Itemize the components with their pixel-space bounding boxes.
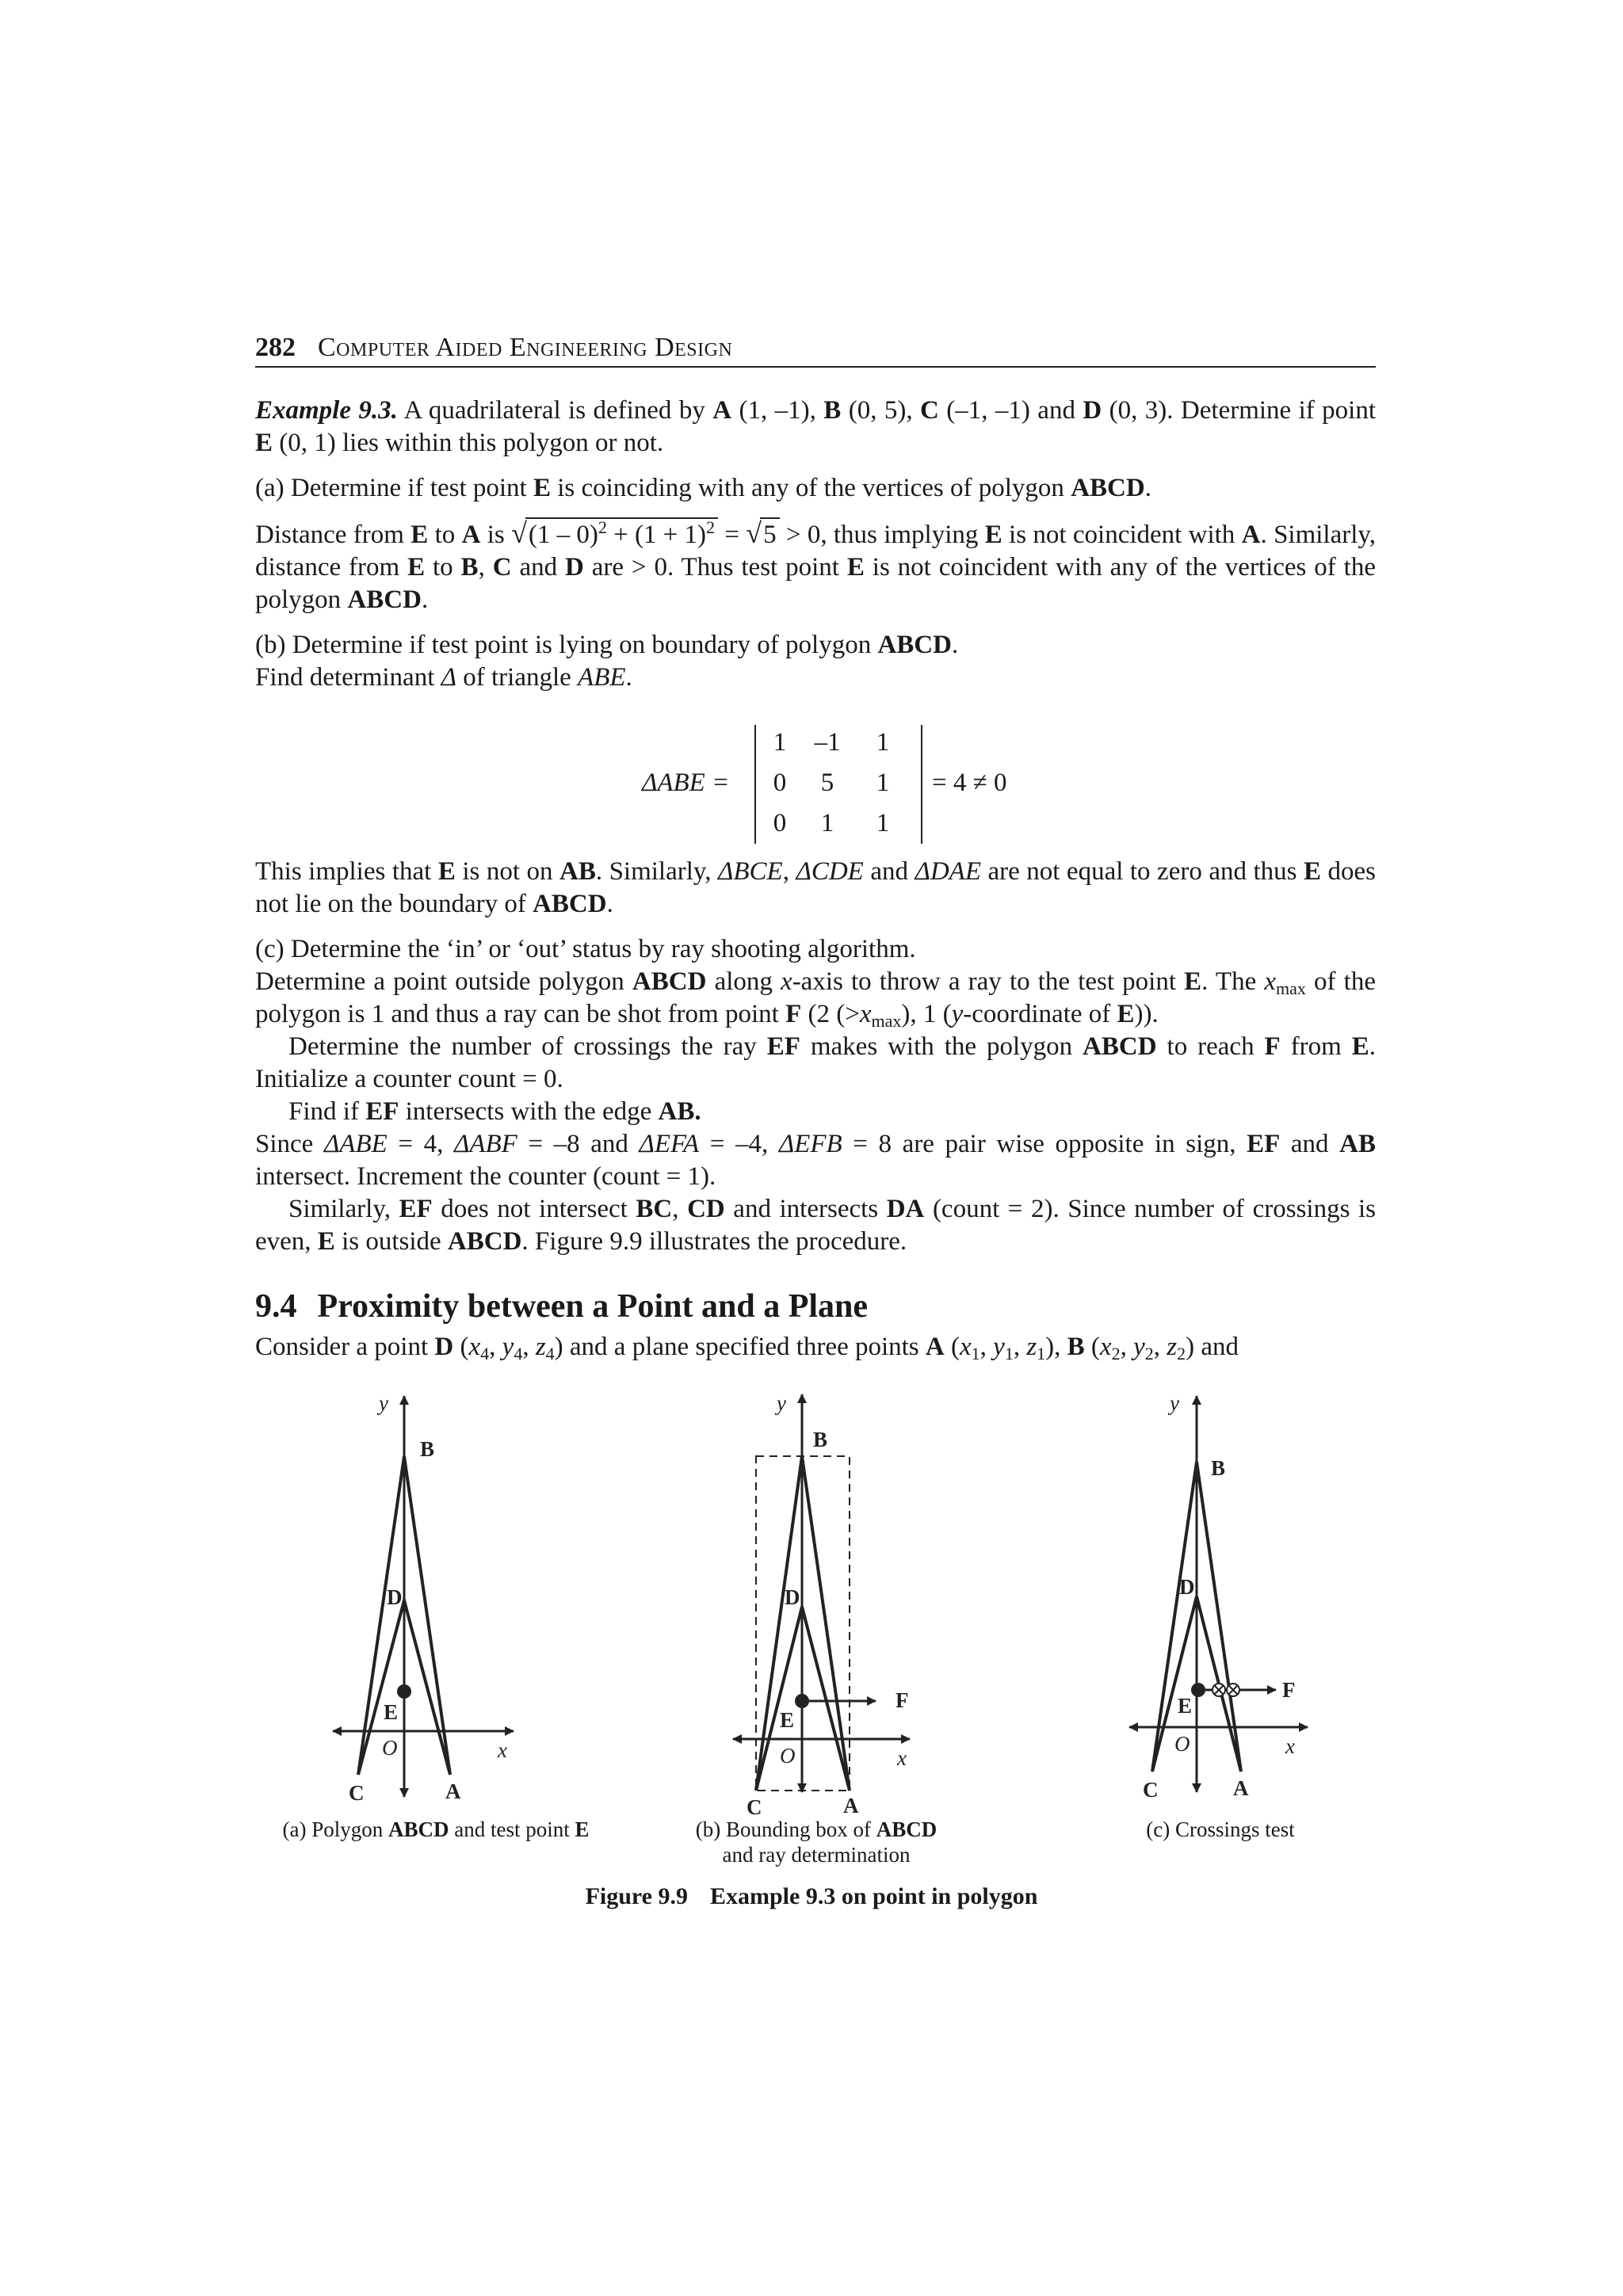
part-c-line5: Similarly, EF does not intersect BC, CD and intersects DA (count = 2). Since number of crossings is even, E is outside ABCD. Figure 9.9 illustrates the procedure. [255,1195,1377,1256]
page-number: 282 [255,333,296,362]
part-a-distance: Distance from E to A is $√(1 - 0)^2 + (1 + 1)^2 = √5 > 0$, thus implying E is not coincident with A. Similarly, distance from E to B, C and D are > 0. Thus test point E is not coincident with any of the vertices of the polygon ABCD. [255,517,1377,614]
panel-c [1129,1396,1308,1792]
example-statement: Example 9.3. A quadrilateral is defined by A (1, –1), B (0, 5), C (–1, –1) and D (0, 3). Determine if point E (0, 1) lies within this polygon or not. [255,396,1376,457]
label-b: B [813,1428,828,1451]
label-x: x [897,1746,907,1770]
label-e: E [384,1700,399,1724]
label-e: E [1178,1694,1193,1718]
part-a-heading: (a) Determine if test point E is coinciding with any of the vertices of polygon ABCD. [255,474,1151,502]
section-first-line: Consider a point D ($x_4$, $y_4$, $z_4$) and a plane specified three points A ($x_1$, $y_1$, $z_1$), B ($x_2$, $y_2$, $z_2$) and [255,1333,1239,1363]
label-f: F [896,1688,909,1712]
label-f: F [1282,1678,1296,1702]
label-b: B [420,1437,435,1461]
label-d: D [1179,1575,1195,1599]
label-a: A [843,1794,859,1817]
det-matrix [754,725,922,844]
label-y: y [777,1391,786,1415]
label-x: x [498,1738,507,1762]
label-y: y [379,1391,388,1415]
section-heading: 9.4 Proximity between a Point and a Plane [255,1288,869,1325]
label-e: E [780,1708,795,1732]
part-b-heading: (b) Determine if test point is lying on boundary of polygon ABCD. [255,631,959,659]
label-c: C [747,1795,762,1819]
running-header [255,333,1376,368]
label-y: y [1170,1391,1179,1415]
label-o: O [382,1736,398,1760]
part-b-find: Find determinant Δ of triangle ABE. [255,663,632,692]
det-row: 0 5 1 [773,769,890,797]
label-b: B [1211,1456,1226,1480]
det-row: 0 1 1 [773,809,890,837]
figure-9-9 [0,1379,1623,1870]
label-c: C [349,1781,365,1805]
label-c: C [1143,1778,1159,1802]
label-o: O [780,1744,796,1768]
label-a: A [445,1779,461,1803]
test-point-e [397,1684,411,1699]
running-title: Computer Aided Engineering Design [318,333,733,362]
part-b-implication: This implies that E is not on AB. Similarly, ΔBCE, ΔCDE and ΔDAE are not equal to zero and thus E does not lie on the boundary of ABCD. [255,857,1376,918]
panel-b [733,1394,910,1792]
caption-b: (b) Bounding box of ABCD and ray determination [695,1817,938,1867]
label-d: D [387,1585,403,1609]
part-c-heading: (c) Determine the ‘in’ or ‘out’ status by ray shooting algorithm. [255,935,916,963]
caption-c: (c) Crossings test [1146,1817,1295,1841]
figure-title: Figure 9.9 Example 9.3 on point in polygon [585,1883,1038,1909]
label-o: O [1174,1732,1190,1756]
part-c-line2: Determine the number of crossings the ray EF makes with the polygon ABCD to reach F from E. Initialize a counter count = 0. [255,1032,1376,1093]
label-a: A [1233,1776,1249,1800]
caption-a: (a) Polygon ABCD and test point E [282,1817,590,1841]
det-result: = 4 ≠ 0 [932,769,1007,797]
example-block-bottom [255,856,1376,1258]
det-label: ΔABE = [642,769,730,797]
part-c-line3: Find if EF intersects with the edge AB. [288,1097,701,1126]
det-row: 1 –1 1 [773,728,890,757]
label-d: D [785,1585,800,1609]
crossing-markers [1212,1684,1239,1696]
part-c-line4: Since ΔABE = 4, ΔABF = –8 and ΔEFA = –4, ΔEFB = 8 are pair wise opposite in sign, EF and AB intersect. Increment the counter (count = 1). [255,1130,1376,1191]
section-text [255,1331,1376,1363]
label-x: x [1285,1734,1295,1758]
part-c-line1: Determine a point outside polygon ABCD along x-axis to throw a ray to the test point E. The $x_{max}$ of the polygon is 1 and thus a ray can be shot from point F (2 $(>x_{max})$, 1 (y-coordinate of E)). [255,967,1376,1031]
example-block-top [255,395,1376,694]
